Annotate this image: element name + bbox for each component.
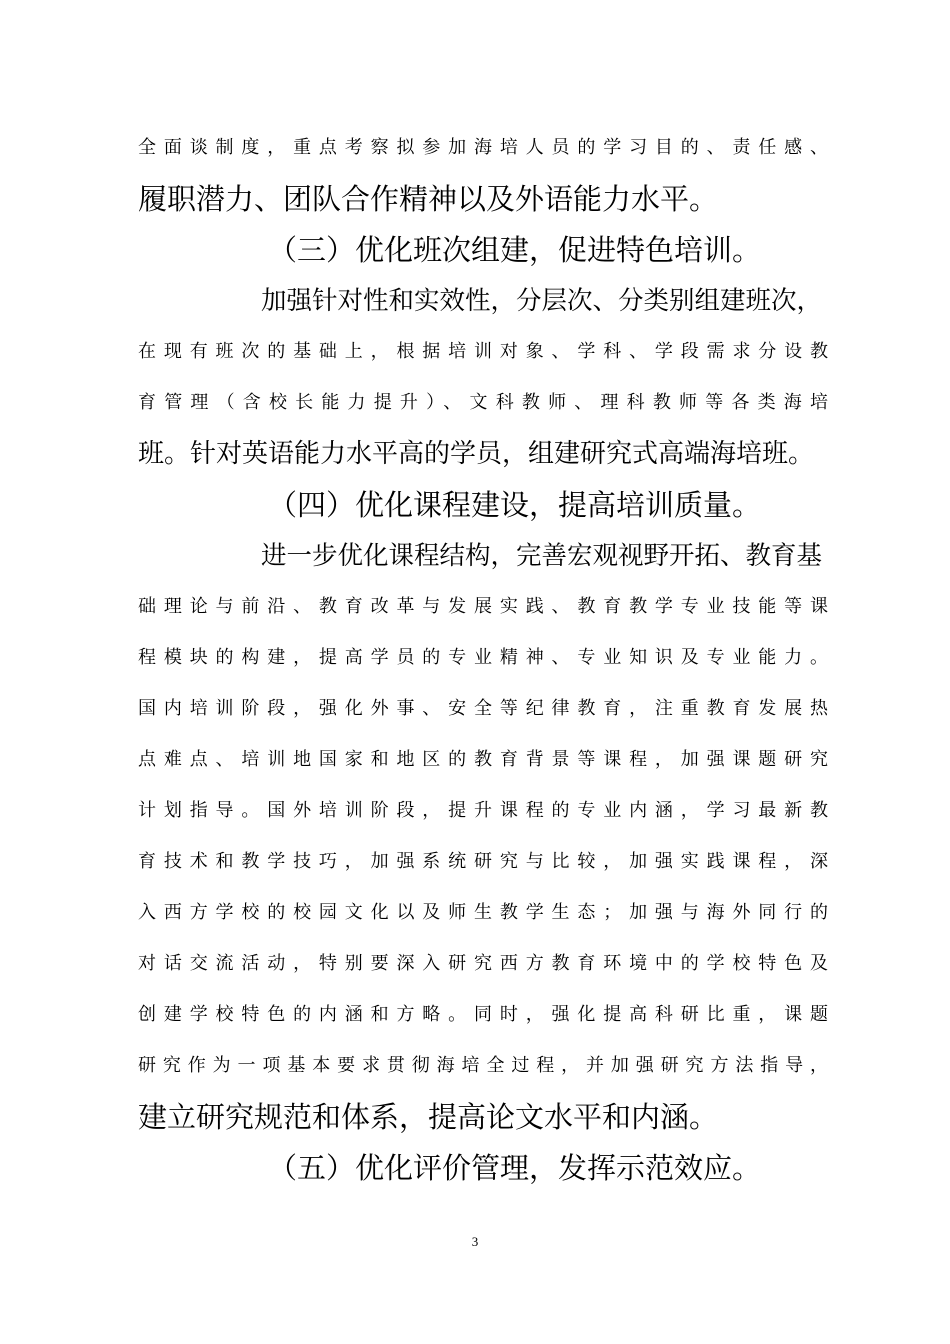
section-heading-4: （四）优化课程建设，提高培训质量。 [268, 488, 762, 522]
text-line-15: 育技术和教学技巧，加强系统研究与比较，加强实践课程，深 [138, 851, 828, 872]
section-heading-5: （五）优化评价管理，发挥示范效应。 [268, 1151, 762, 1185]
text-line-16: 入西方学校的校园文化以及师生教学生态；加强与海外同行的 [138, 902, 828, 923]
text-line-12: 国内培训阶段，强化外事、安全等纪律教育，注重教育发展热 [138, 698, 828, 719]
text-line-1: 全面谈制度，重点考察拟参加海培人员的学习目的、责任感、 [138, 137, 828, 158]
section-heading-3: （三）优化班次组建，促进特色培训。 [268, 233, 762, 267]
text-line-19: 研究作为一项基本要求贯彻海培全过程，并加强研究方法指导， [138, 1055, 828, 1076]
text-line-5: 在现有班次的基础上，根据培训对象、学科、学段需求分设教 [138, 341, 828, 362]
text-line-2: 履职潜力、团队合作精神以及外语能力水平。 [138, 182, 719, 216]
text-line-6: 育管理（含校长能力提升）、文科教师、理科教师等各类海培 [138, 392, 828, 413]
text-line-14: 计划指导。国外培训阶段，提升课程的专业内涵，学习最新教 [138, 800, 828, 821]
page-number: 3 [471, 1234, 479, 1249]
text-line-20: 建立研究规范和体系，提高论文水平和内涵。 [138, 1100, 719, 1134]
text-line-13: 点难点、培训地国家和地区的教育背景等课程，加强课题研究 [138, 749, 828, 770]
text-line-17: 对话交流活动，特别要深入研究西方教育环境中的学校特色及 [138, 953, 828, 974]
text-line-10: 础理论与前沿、教育改革与发展实践、教育教学专业技能等课 [138, 596, 828, 617]
text-line-11: 程模块的构建，提高学员的专业精神、专业知识及专业能力。 [138, 647, 828, 668]
text-line-4: 加强针对性和实效性，分层次、分类别组建班次， [261, 286, 823, 316]
text-line-9: 进一步优化课程结构，完善宏观视野开拓、教育基 [261, 541, 823, 571]
text-line-18: 创建学校特色的内涵和方略。同时，强化提高科研比重，课题 [138, 1004, 828, 1025]
text-line-7: 班。针对英语能力水平高的学员，组建研究式高端海培班。 [138, 439, 815, 469]
